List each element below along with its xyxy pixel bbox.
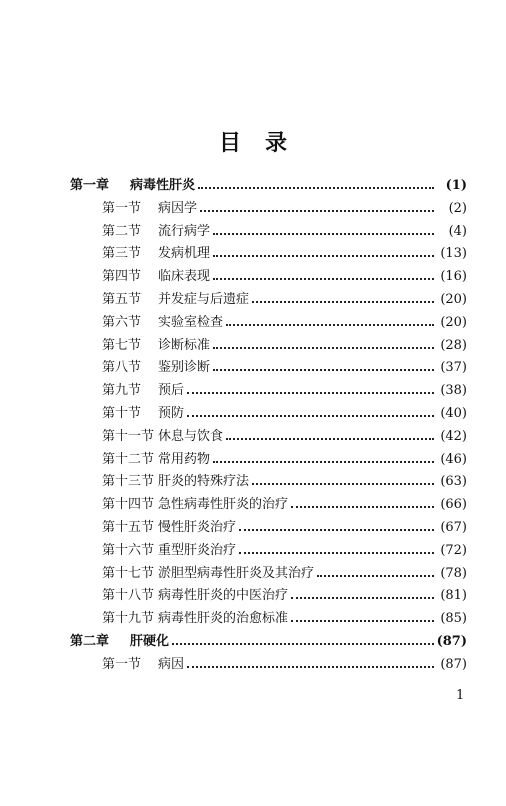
dot-leader [213, 233, 434, 235]
dot-leader [291, 506, 434, 508]
dot-leader [187, 666, 434, 668]
dot-leader [187, 415, 434, 417]
entry-title: 并发症与后遗症 [158, 292, 250, 307]
entry-number: 第七节 [102, 337, 142, 353]
toc-section-entry [102, 610, 467, 628]
entry-number: 第四节 [102, 269, 142, 285]
entry-page-ref: (16) [440, 269, 467, 285]
dot-leader [200, 210, 434, 212]
dot-leader [213, 369, 434, 371]
entry-number: 第二章 [70, 634, 110, 649]
entry-title: 肝炎的特殊疗法 [158, 474, 250, 490]
entry-page-ref: (28) [440, 337, 467, 353]
toc-section-entry [102, 245, 467, 263]
dot-leader [291, 620, 434, 622]
dot-leader [239, 552, 434, 554]
toc-section-entry [102, 542, 467, 560]
entry-page-ref: (66) [440, 497, 467, 513]
entry-number: 第一节 [102, 656, 142, 672]
entry-page-ref: (87) [440, 656, 467, 672]
entry-number: 第十四节 [102, 497, 155, 513]
toc-section-entry [102, 565, 467, 583]
dot-leader [252, 483, 434, 485]
entry-page-ref: (38) [440, 383, 467, 399]
dot-leader [213, 255, 434, 257]
entry-page-ref: (85) [440, 611, 467, 627]
entry-title: 流行病学 [158, 223, 211, 239]
toc-section-entry [102, 382, 467, 400]
entry-title: 淤胆型病毒性肝炎及其治疗 [158, 565, 315, 581]
dot-leader [317, 575, 434, 577]
toc-section-entry [102, 405, 467, 423]
dot-leader [172, 643, 434, 645]
entry-page-ref: (72) [440, 542, 467, 558]
entry-title: 肝硬化 [130, 634, 170, 649]
entry-number: 第十二节 [102, 451, 155, 467]
entry-number: 第十一节 [102, 428, 155, 444]
entry-page-ref: (81) [440, 588, 467, 604]
entry-page-ref: (2) [448, 200, 467, 216]
entry-number: 第十节 [102, 406, 142, 421]
entry-title: 发病机理 [158, 246, 211, 262]
entry-page-ref: (46) [440, 451, 467, 467]
entry-title: 预防 [158, 406, 185, 421]
page-number: 1 [456, 688, 465, 703]
dot-leader [226, 324, 434, 326]
entry-page-ref: (20) [440, 292, 467, 307]
entry-title: 鉴别诊断 [158, 360, 211, 376]
entry-number: 第二节 [102, 223, 142, 239]
entry-number: 第六节 [102, 314, 142, 330]
entry-number: 第十八节 [102, 588, 155, 604]
entry-page-ref: (13) [440, 246, 467, 262]
entry-page-ref: (42) [440, 428, 467, 444]
toc-section-entry [102, 656, 467, 674]
toc-chapter-entry [70, 177, 467, 195]
dot-leader [213, 347, 434, 349]
dot-leader [226, 438, 434, 440]
entry-number: 第一章 [70, 178, 110, 193]
entry-title: 病毒性肝炎的治愈标准 [158, 611, 289, 627]
entry-number: 第九节 [102, 383, 142, 399]
entry-number: 第十三节 [102, 474, 155, 490]
dot-leader [239, 529, 434, 531]
toc-section-entry [102, 473, 467, 491]
entry-page-ref: (67) [440, 520, 467, 535]
entry-title: 临床表现 [158, 269, 211, 285]
toc-section-entry [102, 359, 467, 377]
entry-page-ref: (63) [440, 474, 467, 490]
toc-section-entry [102, 496, 467, 514]
toc-section-entry [102, 200, 467, 218]
entry-number: 第十七节 [102, 565, 155, 581]
dot-leader [213, 461, 434, 463]
entry-number: 第十五节 [102, 520, 155, 535]
entry-title: 休息与饮食 [158, 428, 224, 444]
toc-chapter-entry [70, 633, 467, 651]
entry-page-ref: (78) [440, 565, 467, 581]
dot-leader [213, 278, 434, 280]
dot-leader [198, 187, 434, 189]
entry-page-ref: (4) [448, 223, 467, 239]
entry-title: 常用药物 [158, 451, 211, 467]
dot-leader [252, 301, 434, 303]
entry-title: 慢性肝炎治疗 [158, 520, 237, 535]
entry-page-ref: (37) [440, 360, 467, 376]
entry-title: 病因 [158, 656, 185, 672]
toc-section-entry [102, 451, 467, 469]
entry-title: 实验室检查 [158, 314, 224, 330]
entry-title: 病毒性肝炎的中医治疗 [158, 588, 289, 604]
entry-title: 重型肝炎治疗 [158, 542, 237, 558]
entry-title: 预后 [158, 383, 185, 399]
entry-page-ref: (87) [436, 634, 467, 649]
entry-title: 病因学 [158, 200, 198, 216]
entry-title: 病毒性肝炎 [130, 178, 196, 193]
entry-number: 第十九节 [102, 611, 155, 627]
toc-section-entry [102, 268, 467, 286]
page-title: 目录 [218, 130, 311, 156]
entry-number: 第三节 [102, 246, 142, 262]
entry-number: 第十六节 [102, 542, 155, 558]
entry-number: 第一节 [102, 200, 142, 216]
toc-section-entry [102, 337, 467, 355]
entry-page-ref: (40) [440, 406, 467, 421]
entry-number: 第八节 [102, 360, 142, 376]
toc-section-entry [102, 223, 467, 241]
toc-section-entry [102, 587, 467, 605]
entry-number: 第五节 [102, 292, 142, 307]
toc-section-entry [102, 314, 467, 332]
entry-title: 急性病毒性肝炎的治疗 [158, 497, 289, 513]
dot-leader [187, 392, 434, 394]
dot-leader [291, 597, 434, 599]
entry-page-ref: (20) [440, 314, 467, 330]
toc-section-entry [102, 428, 467, 446]
toc-section-entry [102, 519, 467, 537]
entry-page-ref: (1) [445, 178, 467, 193]
entry-title: 诊断标准 [158, 337, 211, 353]
toc-section-entry [102, 291, 467, 309]
